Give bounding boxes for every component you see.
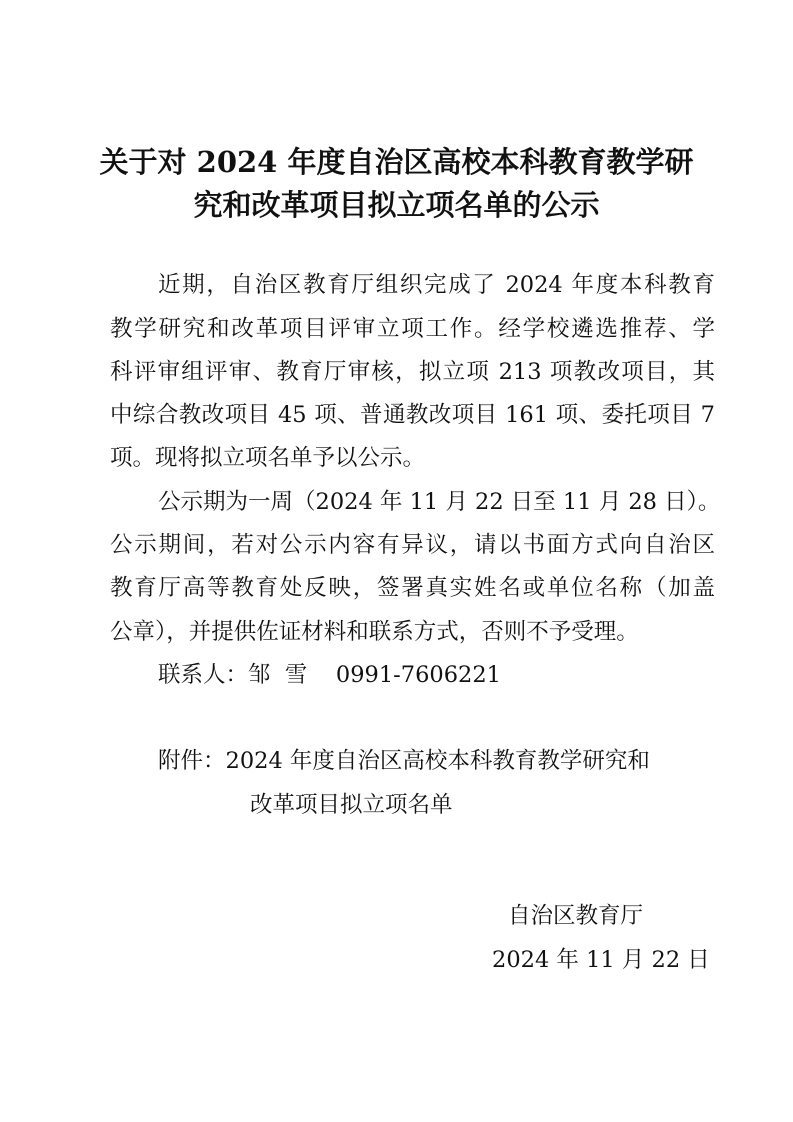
paragraph-line: 公示期间，若对公示内容有异议，请以书面方式向自治区 — [110, 532, 715, 558]
attachment-line-1: 附件：2024 年度自治区高校本科教育教学研究和 — [158, 748, 650, 774]
issuer-name: 自治区教育厅 — [508, 903, 644, 929]
contact-line: 联系人：邹 雪 0991-7606221 — [158, 662, 501, 688]
paragraph-line: 教学研究和改革项目评审立项工作。经学校遴选推荐、学 — [110, 316, 715, 342]
paragraph-line: 项。现将拟立项名单予以公示。 — [110, 445, 426, 471]
paragraph-line: 近期，自治区教育厅组织完成了 2024 年度本科教育 — [158, 272, 715, 298]
document-title-line-1: 关于对 2024 年度自治区高校本科教育教学研 — [99, 145, 694, 179]
attachment-line-2: 改革项目拟立项名单 — [250, 792, 453, 818]
paragraph-line: 中综合教改项目 45 项、普通教改项目 161 项、委托项目 7 — [110, 402, 715, 428]
paragraph-line: 教育厅高等教育处反映，签署真实姓名或单位名称（加盖 — [110, 575, 715, 601]
document-title-line-2: 究和改革项目拟立项名单的公示 — [193, 188, 600, 222]
issue-date: 2024 年 11 月 22 日 — [492, 947, 710, 973]
paragraph-line: 科评审组评审、教育厅审核，拟立项 213 项教改项目，其 — [110, 359, 715, 385]
paragraph-line: 公章），并提供佐证材料和联系方式，否则不予受理。 — [110, 619, 639, 645]
paragraph-line: 公示期为一周（2024 年 11 月 22 日至 11 月 28 日）。 — [158, 489, 721, 515]
